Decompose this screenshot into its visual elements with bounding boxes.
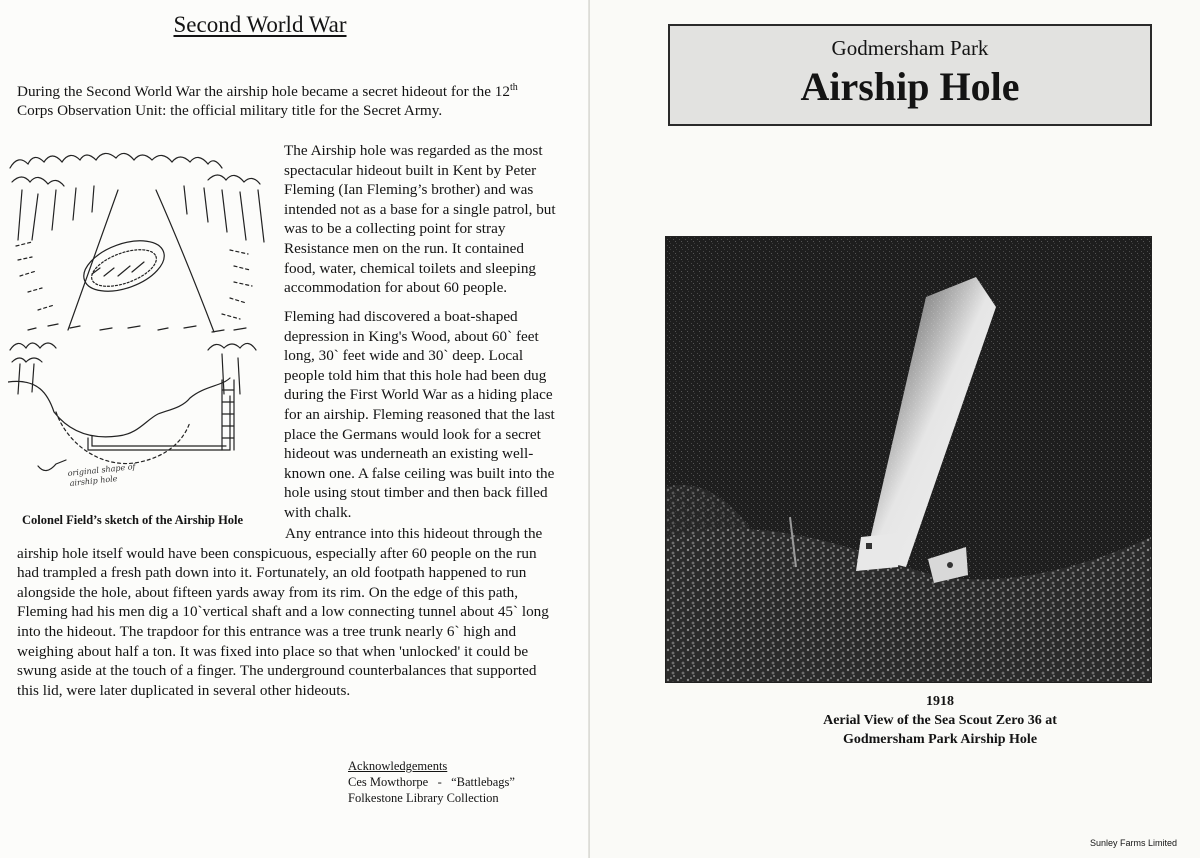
sketch-annotation-line-2: airship hole bbox=[69, 474, 118, 488]
section-heading: Second World War bbox=[173, 12, 347, 37]
intro-text-a: During the Second World War the airship hole became a secret hideout for the 12 bbox=[17, 83, 510, 100]
acknowledgements-heading: Acknowledgements bbox=[348, 759, 448, 773]
title-box bbox=[668, 24, 1152, 126]
acknowledgements bbox=[348, 758, 578, 806]
sketch-caption: Colonel Field’s sketch of the Airship Hole bbox=[22, 513, 244, 527]
title-large: Airship Hole bbox=[800, 64, 1020, 109]
intro-paragraph bbox=[17, 82, 557, 120]
paragraph-entrance: Any entrance into this hideout through the airship hole itself would have been conspicuous, especially after 60 people on the run had trampled a fresh path down into it. Fortunately, an old footpath happened to run alongside the hole, about fifteen yards away from its rim. On the edge of this path, Fleming had his men dig a 10`vertical shaft and a low connecting tunnel about 45` long into the hideout. The trapdoor for this entrance was a tree trunk nearly 6` high and weighing about half a ton. It was fixed into place so that when 'unlocked' it could be swung aside at the touch of a finger. The underground counterbalances that supported this lid, were later duplicated in several other hideouts. bbox=[17, 525, 549, 699]
footer-credit: Sunley Farms Limited bbox=[1090, 838, 1178, 848]
acknowledgement-line: Ces Mowthorpe - “Battlebags” bbox=[348, 775, 515, 789]
paragraph-fleming: Fleming had discovered a boat-shaped depression in King's Wood, about 60` feet long, 30` feet wide and 30` deep. Local people told him that this hole had been dug during the First World War as a hiding place for an airship. Fleming reasoned that the last place the Germans would look for a secret hideout was underneath an existing well-known one. A false ceiling was built into the hole using stout timber and then back filled with chalk. bbox=[284, 308, 555, 521]
paragraph-hideout: The Airship hole was regarded as the most spectacular hideout built in Kent by Peter Fleming (Ian Fleming’s brother) and was intended not as a base for a single patrol, but was to be a collecting point for stray Resistance men on the run. It contained food, water, chemical toilets and sleeping accommodation for about 60 people. bbox=[284, 142, 556, 297]
aerial-photo bbox=[665, 236, 1152, 683]
intro-text-b: Corps Observation Unit: the official military title for the Secret Army. bbox=[17, 102, 443, 119]
photo-caption-year: 1918 bbox=[926, 694, 954, 709]
airship-hole-sketch bbox=[8, 150, 270, 510]
sketch-annotation-line-1: original shape of bbox=[67, 461, 136, 478]
title-small: Godmersham Park bbox=[831, 36, 989, 60]
left-page bbox=[0, 0, 590, 858]
photo-caption-line-1: Aerial View of the Sea Scout Zero 36 at bbox=[823, 713, 1057, 728]
intro-superscript: th bbox=[509, 81, 518, 93]
acknowledgement-line: Folkestone Library Collection bbox=[348, 791, 499, 805]
photo-caption bbox=[790, 692, 1090, 749]
right-page bbox=[590, 0, 1200, 858]
aerial-photo-image bbox=[666, 237, 1151, 682]
photo-caption-line-2: Godmersham Park Airship Hole bbox=[842, 732, 1038, 747]
